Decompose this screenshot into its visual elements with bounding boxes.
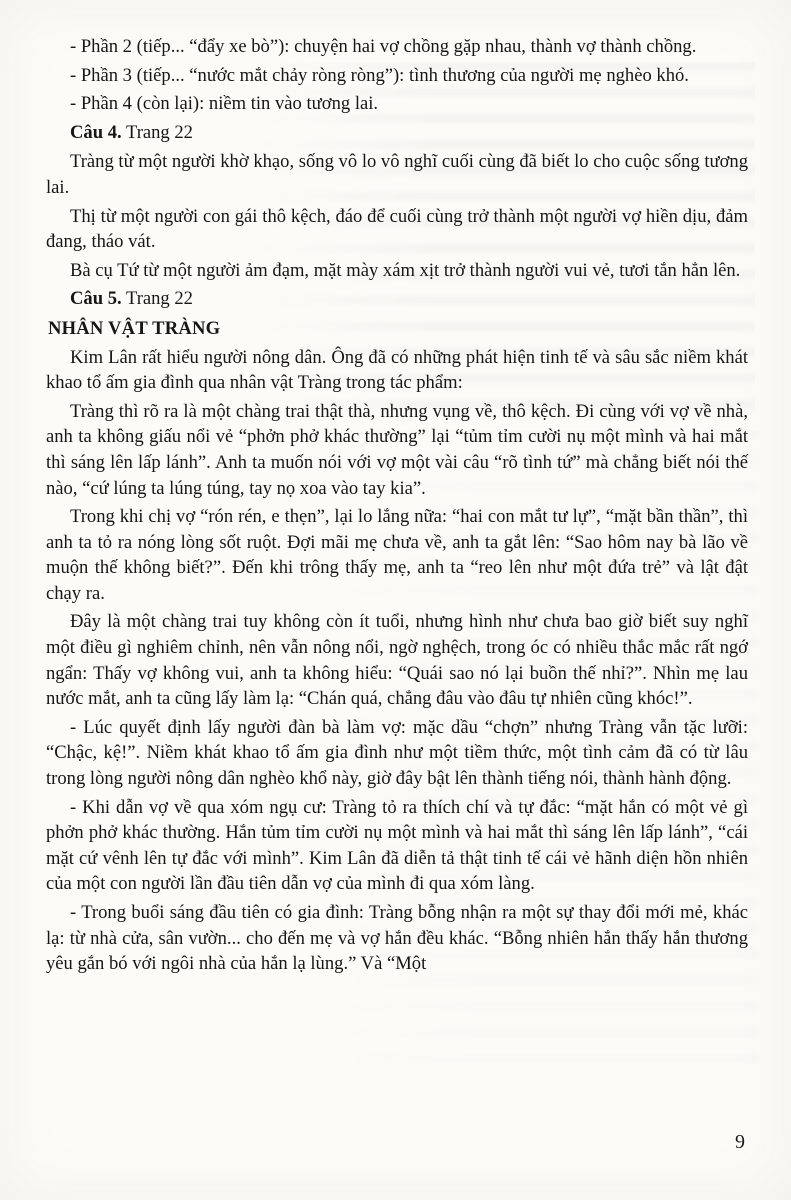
paragraph: Tràng thì rõ ra là một chàng trai thật thà, nhưng vụng về, thô kệch. Đi cùng với vợ về nhà, anh ta không giấu nổi vẻ “phởn phở khác thường” lại “tủm tỉm cười nụ một mình và hai mắt thì sáng lên lấp lánh”. Anh ta muốn nói với vợ một vài câu “rõ tình tứ” mà chẳng biết nói thế nào, “cứ lúng ta lúng túng, tay nọ xoa vào tay kia”. [46, 400, 748, 499]
paragraph: Câu 5. Trang 22 [70, 288, 193, 310]
paragraph: Đây là một chàng trai tuy không còn ít tuổi, nhưng hình như chưa bao giờ biết suy nghĩ một điều gì nghiêm chỉnh, nên vẫn nông nổi, ngờ nghệch, trong óc có nhiều thắc mắc rất ngớ ngẩn: Thấy vợ không vui, anh ta không hiểu: “Quái sao nó lại buồn thế nhỉ?”. Nhìn mẹ lau nước mắt, anh ta cũng lấy làm lạ: “Chán quá, chẳng đâu vào đâu tự nhiên cũng khóc!”. [46, 611, 748, 710]
paragraph: Câu 4. Trang 22 [70, 121, 193, 143]
paragraph: - Trong buổi sáng đầu tiên có gia đình: Tràng bỗng nhận ra một sự thay đổi mới mẻ, khác lạ: từ nhà cửa, sân vườn... cho đến mẹ và vợ hắn đều khác. “Bỗng nhiên hắn thấy hắn thương yêu gắn bó với ngôi nhà của hắn lạ lùng.” Và “Một [46, 902, 748, 975]
paragraph: - Phần 4 (còn lại): niềm tin vào tương lai. [70, 93, 379, 115]
paragraph: Thị từ một người con gái thô kệch, đáo để cuối cùng trở thành một người vợ hiền dịu, đảm đang, tháo vát. [46, 205, 748, 253]
page-number: 9 [735, 1131, 745, 1153]
paragraph: - Khi dẫn vợ về qua xóm ngụ cư: Tràng tỏ ra thích chí và tự đắc: “mặt hắn có một vẻ gì phởn phở khác thường. Hắn tủm tỉm cười nụ một mình và hai mắt thì sáng lên lấp lánh”, “cái mặt cứ vênh lên tự đắc với mình”. Kim Lân đã diễn tả thật tinh tế cái vẻ hãnh diện hồn nhiên của một con người lần đầu tiên dẫn vợ của mình đi qua xóm làng. [46, 796, 748, 895]
text-block [46, 34, 748, 980]
paragraph: Trong khi chị vợ “rón rén, e thẹn”, lại lo lắng nữa: “hai con mắt tư lự”, “mặt bần thần”, thì anh ta tỏ ra nóng lòng sốt ruột. Đợi mãi mẹ chưa về, anh ta gắt lên: “Sao hôm nay bà lão về muộn thế không biết?”. Đến khi trông thấy mẹ, anh ta “reo lên như một đứa trẻ” và lật đật chạy ra. [46, 506, 748, 604]
paragraph-bold-prefix: Câu 4. [70, 121, 122, 143]
paragraph-bold-prefix: Câu 5. [70, 288, 122, 310]
paragraph: - Lúc quyết định lấy người đàn bà làm vợ: mặc dầu “chợn” nhưng Tràng vẫn tặc lưỡi: “Chậc, kệ!”. Niềm khát khao tổ ấm gia đình như một tiềm thức, một tình cảm đã có từ lâu trong lòng người nông dân nghèo khổ này, giờ đây bật lên thành tiếng nói, thành hành động. [46, 716, 748, 790]
paragraph: Kim Lân rất hiểu người nông dân. Ông đã có những phát hiện tinh tế và sâu sắc niềm khát khao tổ ấm gia đình qua nhân vật Tràng trong tác phẩm: [46, 346, 748, 394]
section-heading: NHÂN VẬT TRÀNG [48, 317, 221, 339]
paragraph: Tràng từ một người khờ khạo, sống vô lo vô nghĩ cuối cùng đã biết lo cho cuộc sống tương lai. [46, 151, 748, 198]
paragraph: - Phần 3 (tiếp... “nước mắt chảy ròng ròng”): tình thương của người mẹ nghèo khó. [70, 64, 689, 86]
paragraph: Bà cụ Tứ từ một người ảm đạm, mặt mày xám xịt trở thành người vui vẻ, tươi tắn hẳn lên. [70, 259, 741, 281]
paragraph: - Phần 2 (tiếp... “đẩy xe bò”): chuyện hai vợ chồng gặp nhau, thành vợ thành chồng. [70, 36, 697, 57]
